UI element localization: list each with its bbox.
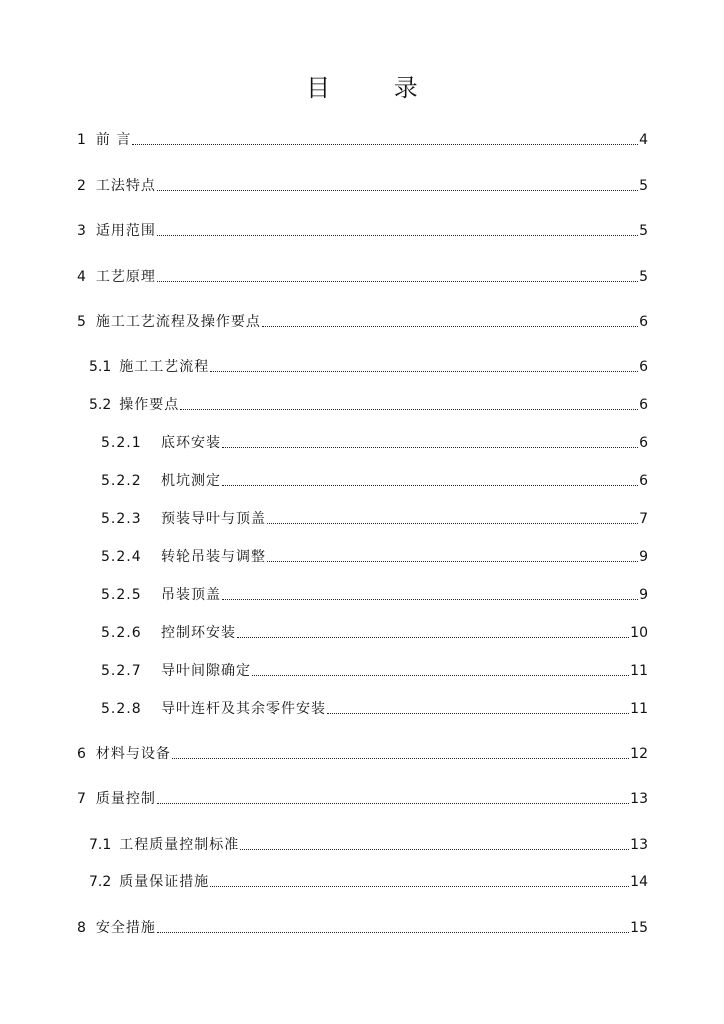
toc-dot-leader <box>252 675 629 676</box>
toc-entry-number: 5.1 <box>89 359 112 375</box>
toc-entry-title: 机坑测定 <box>161 473 221 489</box>
toc-dot-leader <box>172 758 629 759</box>
toc-entry-number: 5.2.4 <box>101 549 142 565</box>
toc-dot-leader <box>267 561 638 562</box>
toc-entry[interactable] <box>77 745 648 763</box>
toc-entry-number: 5.2.7 <box>101 663 142 679</box>
toc-entry[interactable] <box>101 586 648 604</box>
toc-entry[interactable] <box>89 358 648 376</box>
toc-entry[interactable] <box>77 313 648 331</box>
toc-entry-title: 适用范围 <box>95 223 156 239</box>
toc-entry-number: 6 <box>77 746 86 762</box>
toc-entry-page: 9 <box>639 587 648 603</box>
toc-dot-leader <box>262 326 638 327</box>
toc-entry-page: 7 <box>639 511 648 527</box>
toc-entry-number: 1 <box>77 132 86 148</box>
toc-entry[interactable] <box>101 510 648 528</box>
toc-dot-leader <box>237 637 629 638</box>
toc-entry[interactable] <box>77 268 648 286</box>
toc-entry-title: 工程质量控制标准 <box>119 837 240 853</box>
toc-entry-page: 13 <box>630 837 648 853</box>
toc-entry-page: 11 <box>630 701 648 717</box>
toc-entry-title: 施工工艺流程 <box>119 359 210 375</box>
toc-entry-title: 吊装顶盖 <box>161 587 221 603</box>
toc-entry-page: 12 <box>630 746 648 762</box>
toc-entry-title: 预装导叶与顶盖 <box>161 511 266 527</box>
toc-entry-number: 5.2.6 <box>101 625 142 641</box>
toc-entry[interactable] <box>101 662 648 680</box>
toc-entry-number: 8 <box>77 920 86 936</box>
toc-entry-number: 5.2.5 <box>101 587 142 603</box>
toc-entry-title: 控制环安装 <box>161 625 236 641</box>
toc-entry[interactable] <box>77 919 648 937</box>
toc-dot-leader <box>240 849 629 850</box>
toc-entry-page: 6 <box>639 314 648 330</box>
toc-entry-page: 10 <box>630 625 648 641</box>
toc-entry-title: 质量控制 <box>95 791 156 807</box>
toc-entry-page: 5 <box>639 269 648 285</box>
toc-entry-title: 底环安装 <box>161 435 221 451</box>
toc-entry-number: 7 <box>77 791 86 807</box>
toc-entry-page: 15 <box>630 920 648 936</box>
toc-entry[interactable] <box>101 624 648 642</box>
toc-entry[interactable] <box>101 434 648 452</box>
toc-entry-title: 前 言 <box>95 132 132 148</box>
toc-entry-page: 14 <box>630 874 648 890</box>
toc-dot-leader <box>180 409 638 410</box>
toc-dot-leader <box>132 144 638 145</box>
toc-dot-leader <box>157 932 629 933</box>
toc-entry[interactable] <box>77 177 648 195</box>
toc-entry-page: 6 <box>639 397 648 413</box>
toc-entry-title: 施工工艺流程及操作要点 <box>95 314 261 330</box>
toc-entry-number: 5.2 <box>89 397 112 413</box>
toc-entry-title: 材料与设备 <box>95 746 171 762</box>
toc-entry-number: 5.2.3 <box>101 511 142 527</box>
toc-entry-title: 操作要点 <box>119 397 180 413</box>
toc-dot-leader <box>210 886 629 887</box>
toc-entry[interactable] <box>77 131 648 149</box>
toc-entry-title: 导叶间隙确定 <box>161 663 251 679</box>
toc-entry-number: 5.2.8 <box>101 701 142 717</box>
toc-dot-leader <box>157 190 638 191</box>
toc-entry[interactable] <box>101 700 648 718</box>
toc-entry-page: 9 <box>639 549 648 565</box>
toc-entry-title: 工艺原理 <box>95 269 156 285</box>
toc-entry[interactable] <box>101 548 648 566</box>
toc-dot-leader <box>157 281 638 282</box>
toc-entry-number: 7.1 <box>89 837 112 853</box>
toc-entry-page: 5 <box>639 178 648 194</box>
toc-entry-title: 导叶连杆及其余零件安装 <box>161 701 326 717</box>
toc-entry-number: 5 <box>77 314 86 330</box>
toc-entry-title: 工法特点 <box>95 178 156 194</box>
toc-entry-number: 4 <box>77 269 86 285</box>
toc-entry-title: 质量保证措施 <box>119 874 210 890</box>
toc-entry[interactable] <box>89 873 648 891</box>
toc-entry-number: 3 <box>77 223 86 239</box>
toc-entry[interactable] <box>89 836 648 854</box>
toc-entry-title: 转轮吊装与调整 <box>161 549 266 565</box>
toc-entry-page: 6 <box>639 359 648 375</box>
toc-entry-page: 6 <box>639 435 648 451</box>
toc-entry-number: 5.2.1 <box>101 435 142 451</box>
toc-dot-leader <box>157 803 629 804</box>
toc-entry-page: 11 <box>630 663 648 679</box>
toc-entry[interactable] <box>101 472 648 490</box>
toc-entry-page: 6 <box>639 473 648 489</box>
toc-dot-leader <box>210 371 638 372</box>
toc-entry-page: 13 <box>630 791 648 807</box>
toc-entry[interactable] <box>89 396 648 414</box>
toc-dot-leader <box>222 485 638 486</box>
toc-entry-page: 5 <box>639 223 648 239</box>
toc-entry-number: 7.2 <box>89 874 112 890</box>
toc-entry[interactable] <box>77 222 648 240</box>
toc-dot-leader <box>222 447 638 448</box>
toc-entry-page: 4 <box>639 132 648 148</box>
toc-dot-leader <box>157 235 638 236</box>
toc-title: 目 录 <box>306 74 446 102</box>
toc-dot-leader <box>327 713 629 714</box>
toc-dot-leader <box>267 523 638 524</box>
toc-dot-leader <box>222 599 638 600</box>
toc-entry-number: 2 <box>77 178 86 194</box>
toc-entry-title: 安全措施 <box>95 920 156 936</box>
toc-entry-number: 5.2.2 <box>101 473 142 489</box>
toc-entry[interactable] <box>77 790 648 808</box>
